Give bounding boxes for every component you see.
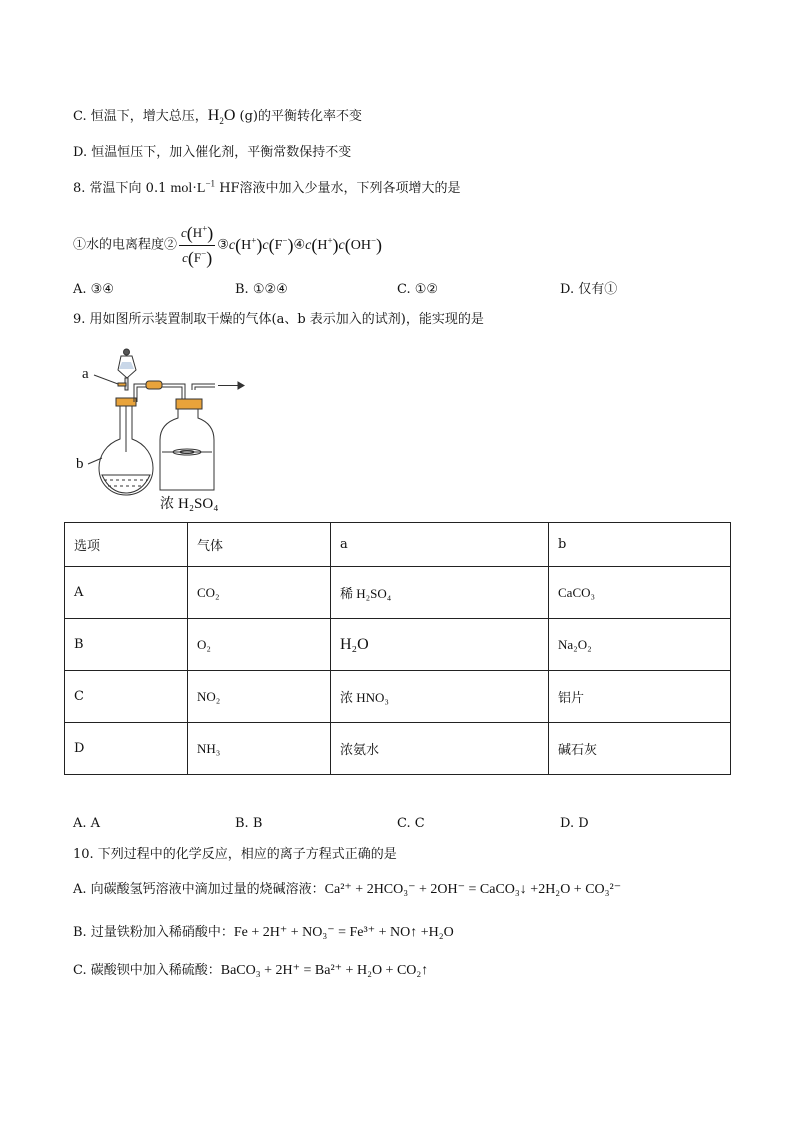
- q8-option-c: C. ①②: [397, 282, 439, 297]
- q10-option-c: [73, 962, 428, 980]
- table-cell: CaCO₃: [549, 567, 731, 619]
- q8-item4-label: ④: [293, 237, 306, 253]
- q10-option-a: [73, 881, 621, 899]
- q8-item2-fraction: $\frac{c(H^+)}{c(F^-)}$: [181, 223, 214, 268]
- table-row: [65, 671, 731, 723]
- bottle-label-formula: H₂SO₄: [178, 496, 219, 512]
- round-bottom-flask: [99, 406, 153, 495]
- table-cell: 铝片: [549, 671, 731, 723]
- figure-label-b: b: [76, 456, 84, 472]
- table-cell: H₂O: [331, 619, 549, 671]
- q8-item4-expr: c(H+)c(OH−): [305, 235, 383, 255]
- q8-stem-pre: 8. 常温下向 0.1: [73, 181, 167, 196]
- q8-item1: ①水的电离程度②: [73, 237, 178, 253]
- q9-apparatus-figure: [76, 344, 260, 516]
- table-header-row: [65, 523, 731, 567]
- table-row: [65, 567, 731, 619]
- table-cell: NH₃: [188, 723, 331, 775]
- q10-option-a-text: A. 向碳酸氢钙溶液中滴加过量的烧碱溶液：: [73, 882, 325, 897]
- q9-stem: 9. 用如图所示装置制取干燥的气体(a、b 表示加入的试剂)，能实现的是: [73, 312, 484, 327]
- table-cell: D: [65, 723, 188, 775]
- table-cell: 碱石灰: [549, 723, 731, 775]
- table-cell: CO₂: [188, 567, 331, 619]
- table-row: [65, 619, 731, 671]
- q10-option-b-text: B. 过量铁粉加入稀硝酸中：: [73, 925, 234, 940]
- q8-item3-label: ③: [217, 237, 229, 253]
- q10-option-c-text: C. 碳酸钡中加入稀硫酸：: [73, 963, 221, 978]
- q10-option-b: [73, 924, 454, 942]
- table-cell: B: [65, 619, 188, 671]
- q8-option-b: B. ①②④: [235, 282, 288, 297]
- q7-option-c-text: C. 恒温下，增大总压，: [73, 109, 208, 124]
- q7-option-c: [73, 107, 362, 126]
- q7-option-c-text-post: (g)的平衡转化率不变: [235, 109, 362, 124]
- table-cell: 浓氨水: [331, 723, 549, 775]
- q8-items: [73, 222, 382, 269]
- q10-option-a-equation: Ca²⁺ + 2HCO₃⁻ + 2OH⁻ = CaCO₃↓ +2H₂O + CO₃²⁻: [324, 882, 622, 897]
- table-cell: 浓 HNO₃: [331, 671, 549, 723]
- table-cell: A: [65, 567, 188, 619]
- q10-option-b-equation: Fe + 2H⁺ + NO₃⁻ = Fe³⁺ + NO↑ +H₂O: [233, 925, 454, 940]
- table-cell: 稀 H₂SO₄: [331, 567, 549, 619]
- q8-option-d: D. 仅有①: [560, 282, 618, 297]
- table-cell: C: [65, 671, 188, 723]
- arrow-right-icon: [218, 382, 244, 389]
- q9-option-c: C. C: [397, 816, 425, 831]
- table-row: [65, 723, 731, 775]
- q10-stem: 10. 下列过程中的化学反应，相应的离子方程式正确的是: [73, 847, 397, 862]
- table-cell: O₂: [188, 619, 331, 671]
- q9-options-table: [64, 522, 731, 775]
- flask-stopper: [116, 398, 136, 406]
- table-cell: Na₂O₂: [549, 619, 731, 671]
- q9-option-a: A. A: [73, 816, 101, 831]
- q9-option-b: B. B: [235, 816, 263, 831]
- q7-option-d: D. 恒温恒压下，加入催化剂，平衡常数保持不变: [73, 145, 352, 160]
- wash-bottle: [160, 399, 214, 490]
- q8-item3-expr: c(H+)c(F−): [228, 235, 294, 255]
- figure-label-a: a: [82, 366, 89, 382]
- q10-option-c-equation: BaCO₃ + 2H⁺ = Ba²⁺ + H₂O + CO₂↑: [220, 963, 429, 978]
- q8-stem-post: HF溶液中加入少量水，下列各项增大的是: [215, 181, 461, 196]
- q9-option-d: D. D: [560, 816, 589, 831]
- table-header-a: a: [331, 523, 549, 567]
- separatory-funnel: [118, 349, 136, 390]
- table-cell: NO₂: [188, 671, 331, 723]
- q8-stem: [73, 180, 461, 198]
- bottle-label-pre: 浓: [160, 496, 174, 512]
- q8-stem-unit: $mol\cdot L^{-1}$: [170, 178, 216, 196]
- table-header-gas: 气体: [188, 523, 331, 567]
- table-header-option: 选项: [65, 523, 188, 567]
- table-header-b: b: [549, 523, 731, 567]
- q7-option-c-formula: $H_2O$: [207, 107, 236, 127]
- q8-option-a: A. ③④: [73, 282, 114, 297]
